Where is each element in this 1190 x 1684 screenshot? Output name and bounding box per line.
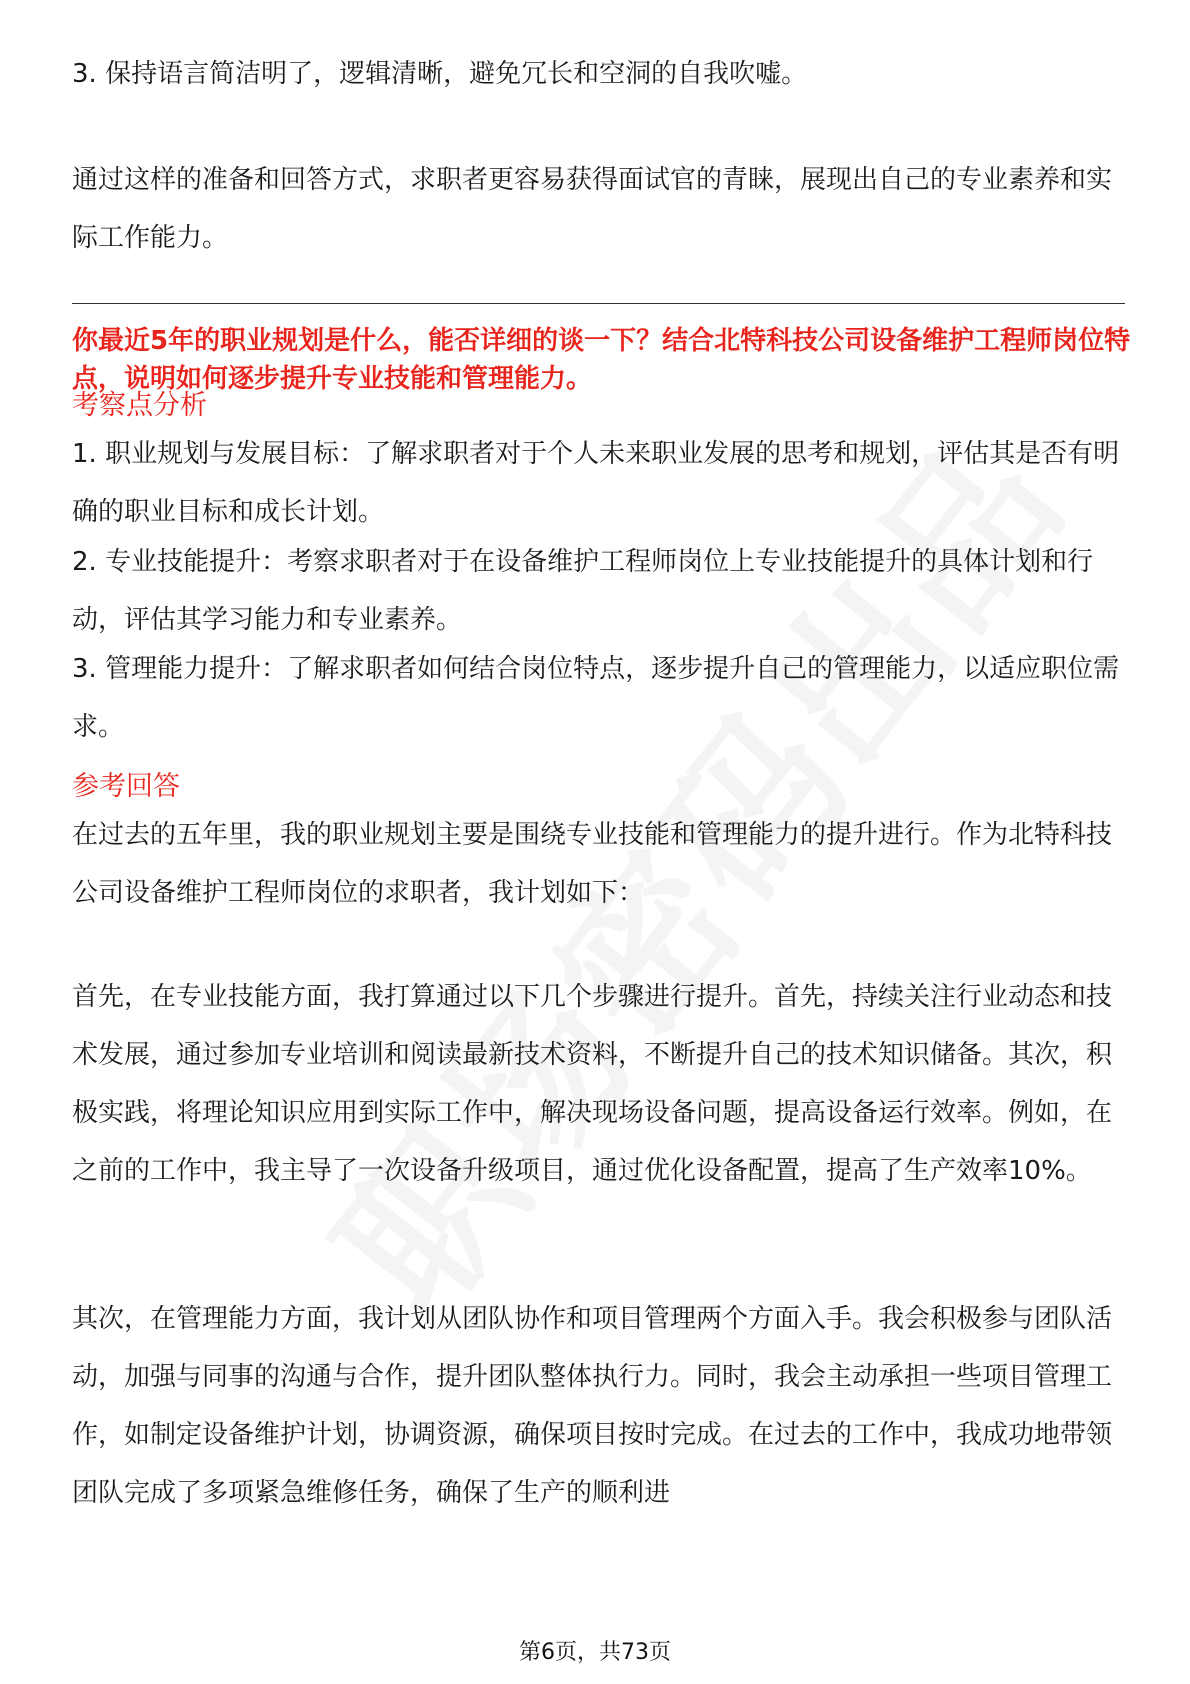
answer-paragraph-2: 首先，在专业技能方面，我打算通过以下几个步骤进行提升。首先，持续关注行业动态和技术发展，通过参加专业培训和阅读最新技术资料，不断提升自己的技术知识储备。其次，积极实践，将理论知识应用到实际工作中，解决现场设备问题，提高设备运行效率。例如，在之前的工作中，我主导了一次设备升级项目，通过优化设备配置，提高了生产效率10%。: [72, 982, 1113, 1186]
interview-question: 你最近5年的职业规划是什么，能否详细的谈一下？结合北特科技公司设备维护工程师岗位特点，说明如何逐步提升专业技能和管理能力。: [72, 326, 1131, 394]
analysis-heading: 考察点分析: [72, 390, 207, 421]
answer-paragraph-3: 其次，在管理能力方面，我计划从团队协作和项目管理两个方面入手。我会积极参与团队活动，加强与同事的沟通与合作，提升团队整体执行力。同时，我会主动承担一些项目管理工作，如制定设备维护计划，协调资源，确保项目按时完成。在过去的工作中，我成功地带领团队完成了多项紧急维修任务，确保了生产的顺利进: [72, 1304, 1113, 1508]
analysis-item-3: 3. 管理能力提升：了解求职者如何结合岗位特点，逐步提升自己的管理能力，以适应职位需求。: [72, 654, 1120, 742]
section-divider: [72, 303, 1125, 304]
previous-list-item-3: 3. 保持语言简洁明了，逻辑清晰，避免冗长和空洞的自我吹嘘。: [72, 59, 808, 89]
answer-paragraph-1: 在过去的五年里，我的职业规划主要是围绕专业技能和管理能力的提升进行。作为北特科技公司设备维护工程师岗位的求职者，我计划如下：: [72, 820, 1113, 908]
reference-answer-heading: 参考回答: [72, 771, 180, 802]
analysis-item-2: 2. 专业技能提升：考察求职者对于在设备维护工程师岗位上专业技能提升的具体计划和行动，评估其学习能力和专业素养。: [72, 547, 1094, 635]
page-number: 第6页，共73页: [519, 1640, 671, 1665]
analysis-item-1: 1. 职业规划与发展目标：了解求职者对于个人未来职业发展的思考和规划，评估其是否有明确的职业目标和成长计划。: [72, 439, 1120, 527]
previous-summary-paragraph: 通过这样的准备和回答方式，求职者更容易获得面试官的青睐，展现出自己的专业素养和实际工作能力。: [72, 165, 1113, 253]
